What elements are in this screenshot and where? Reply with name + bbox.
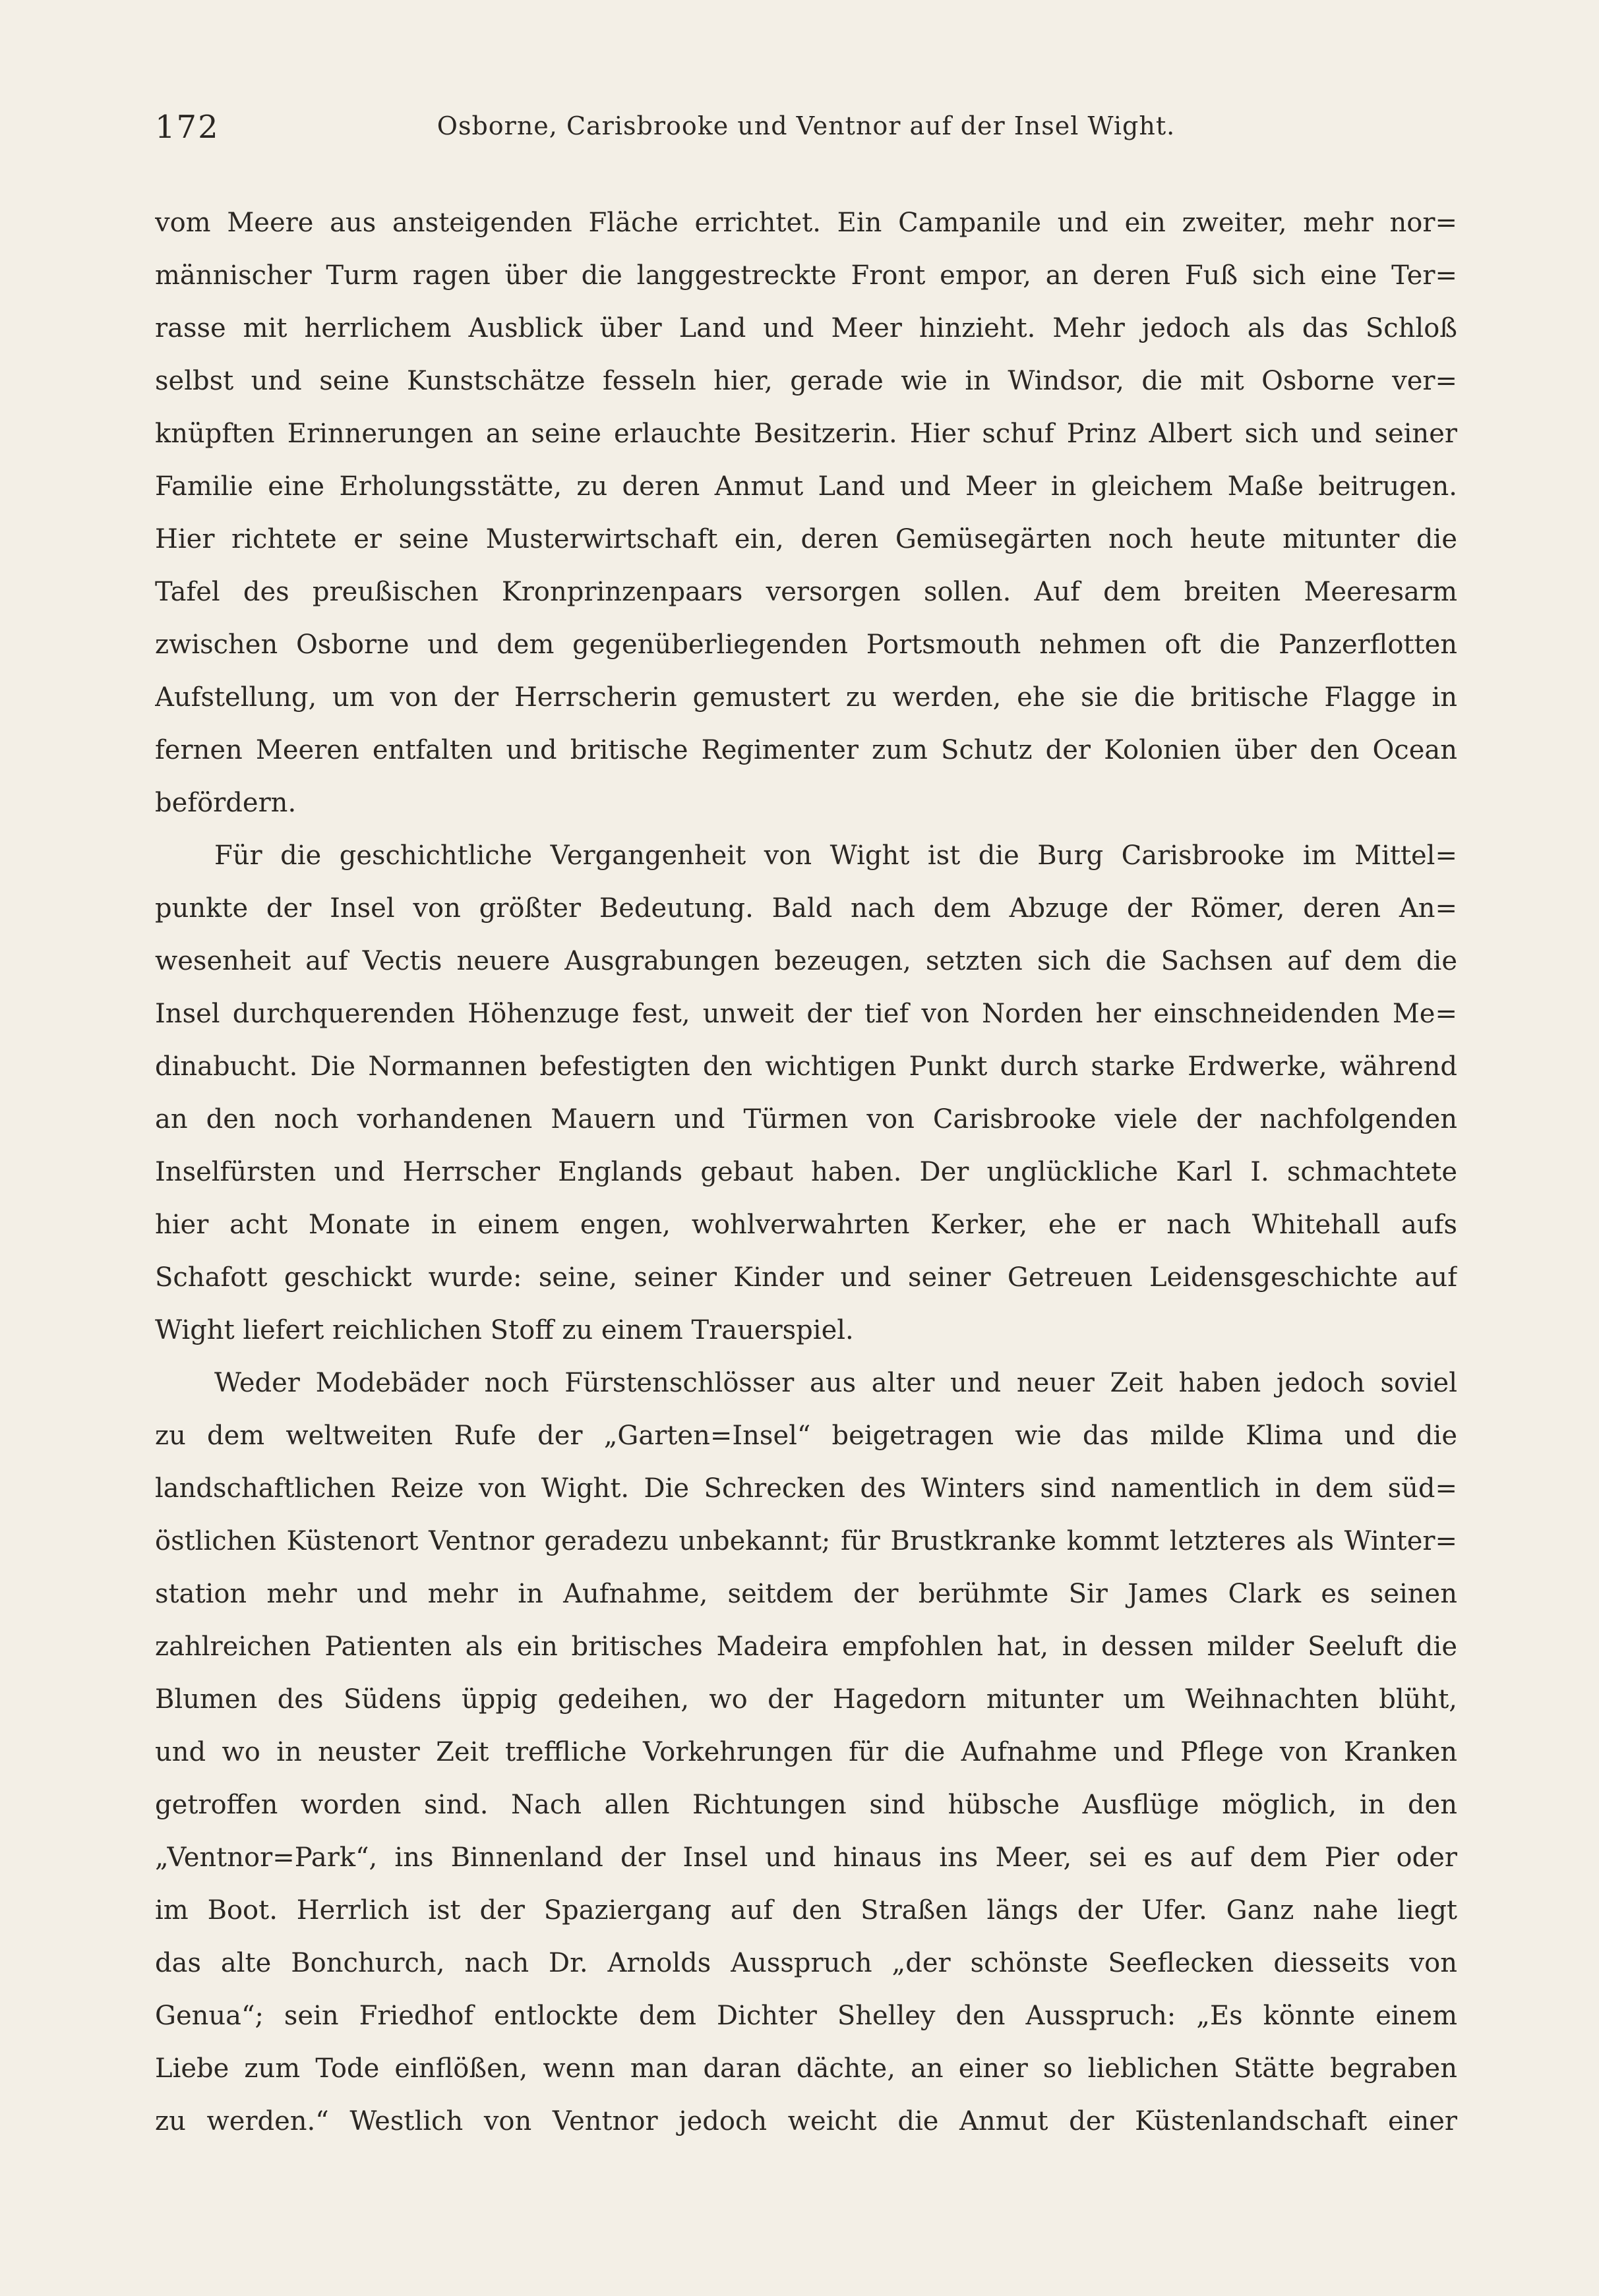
page-header bbox=[155, 109, 1457, 155]
text-line: Liebe zum Tode einflößen, wenn man daran dächte, an einer so lieblichen Stätte begraben bbox=[155, 2053, 1457, 2084]
text-line: dinabucht. Die Normannen befestigten den wichtigen Punkt durch starke Erdwerke, während bbox=[155, 1051, 1457, 1082]
text-line: befördern. bbox=[155, 788, 297, 818]
running-title: Osborne, Carisbrooke und Ventnor auf der Insel Wight. bbox=[437, 111, 1176, 140]
text-line: und wo in neuster Zeit treffliche Vorkehrungen für die Aufnahme und Pflege von Kranken bbox=[155, 1737, 1457, 1767]
text-line: „Ventnor=Park“, ins Binnenland der Insel und hinaus ins Meer, sei es auf dem Pier oder bbox=[155, 1842, 1457, 1873]
text-line: Wight liefert reichlichen Stoff zu einem Trauerspiel. bbox=[155, 1315, 854, 1345]
text-line: Inselfürsten und Herrscher Englands gebaut haben. Der unglückliche Karl I. schmachtete bbox=[155, 1157, 1457, 1187]
text-line: Insel durchquerenden Höhenzuge fest, unweit der tief von Norden her einschneidenden Me= bbox=[155, 999, 1457, 1029]
text-line: wesenheit auf Vectis neuere Ausgrabungen bezeugen, setzten sich die Sachsen auf dem die bbox=[155, 946, 1457, 976]
text-line: fernen Meeren entfalten und britische Regimenter zum Schutz der Kolonien über den Ocean bbox=[155, 735, 1457, 765]
text-line: hier acht Monate in einem engen, wohlverwahrten Kerker, ehe er nach Whitehall aufs bbox=[155, 1210, 1457, 1240]
text-line: an den noch vorhandenen Mauern und Türmen von Carisbrooke viele der nachfolgenden bbox=[155, 1104, 1457, 1134]
body-text bbox=[155, 196, 1457, 2148]
text-line: östlichen Küstenort Ventnor geradezu unbekannt; für Brustkranke kommt letzteres als Winter= bbox=[155, 1526, 1457, 1556]
text-line: Hier richtete er seine Musterwirtschaft ein, deren Gemüsegärten noch heute mitunter die bbox=[155, 524, 1457, 554]
text-line: Blumen des Südens üppig gedeihen, wo der Hagedorn mitunter um Weihnachten blüht, bbox=[155, 1684, 1457, 1715]
text-line: das alte Bonchurch, nach Dr. Arnolds Ausspruch „der schönste Seeflecken diesseits von bbox=[155, 1948, 1457, 1978]
text-line: männischer Turm ragen über die langgestreckte Front empor, an deren Fuß sich eine Ter= bbox=[155, 260, 1457, 291]
text-line: Schafott geschickt wurde: seine, seiner Kinder und seiner Getreuen Leidensgeschichte auf bbox=[155, 1262, 1457, 1293]
text-line: getroffen worden sind. Nach allen Richtungen sind hübsche Ausflüge möglich, in den bbox=[155, 1790, 1457, 1820]
text-line: Für die geschichtliche Vergangenheit von Wight ist die Burg Carisbrooke im Mittel= bbox=[214, 840, 1457, 871]
text-line: zwischen Osborne und dem gegenüberliegenden Portsmouth nehmen oft die Panzerflotten bbox=[155, 630, 1457, 660]
text-line: knüpften Erinnerungen an seine erlauchte Besitzerin. Hier schuf Prinz Albert sich und seiner bbox=[155, 419, 1457, 449]
page-number: 172 bbox=[155, 109, 220, 146]
text-line: punkte der Insel von größter Bedeutung. Bald nach dem Abzuge der Römer, deren An= bbox=[155, 893, 1457, 924]
text-line: vom Meere aus ansteigenden Fläche errichtet. Ein Campanile und ein zweiter, mehr nor= bbox=[155, 208, 1457, 238]
text-line: Genua“; sein Friedhof entlockte dem Dichter Shelley den Ausspruch: „Es könnte einem bbox=[155, 2001, 1457, 2031]
text-line: landschaftlichen Reize von Wight. Die Schrecken des Winters sind namentlich in dem süd= bbox=[155, 1473, 1457, 1504]
text-line: Weder Modebäder noch Fürstenschlösser aus alter und neuer Zeit haben jedoch soviel bbox=[214, 1368, 1457, 1398]
text-line: rasse mit herrlichem Ausblick über Land und Meer hinzieht. Mehr jedoch als das Schloß bbox=[155, 313, 1457, 343]
text-line: Aufstellung, um von der Herrscherin gemustert zu werden, ehe sie die britische Flagge in bbox=[155, 682, 1457, 713]
text-line: Tafel des preußischen Kronprinzenpaars versorgen sollen. Auf dem breiten Meeresarm bbox=[155, 577, 1457, 607]
text-line: im Boot. Herrlich ist der Spaziergang auf den Straßen längs der Ufer. Ganz nahe liegt bbox=[155, 1895, 1457, 1926]
text-line: zahlreichen Patienten als ein britisches Madeira empfohlen hat, in dessen milder Seeluft die bbox=[155, 1632, 1457, 1662]
text-line: selbst und seine Kunstschätze fesseln hier, gerade wie in Windsor, die mit Osborne ver= bbox=[155, 366, 1457, 396]
text-line: zu dem weltweiten Rufe der „Garten=Insel“ beigetragen wie das milde Klima und die bbox=[155, 1421, 1457, 1451]
text-line: zu werden.“ Westlich von Ventnor jedoch weicht die Anmut der Küstenlandschaft einer bbox=[155, 2106, 1457, 2136]
text-line: Familie eine Erholungsstätte, zu deren Anmut Land und Meer in gleichem Maße beitrugen. bbox=[155, 471, 1457, 502]
text-line: station mehr und mehr in Aufnahme, seitdem der berühmte Sir James Clark es seinen bbox=[155, 1579, 1457, 1609]
